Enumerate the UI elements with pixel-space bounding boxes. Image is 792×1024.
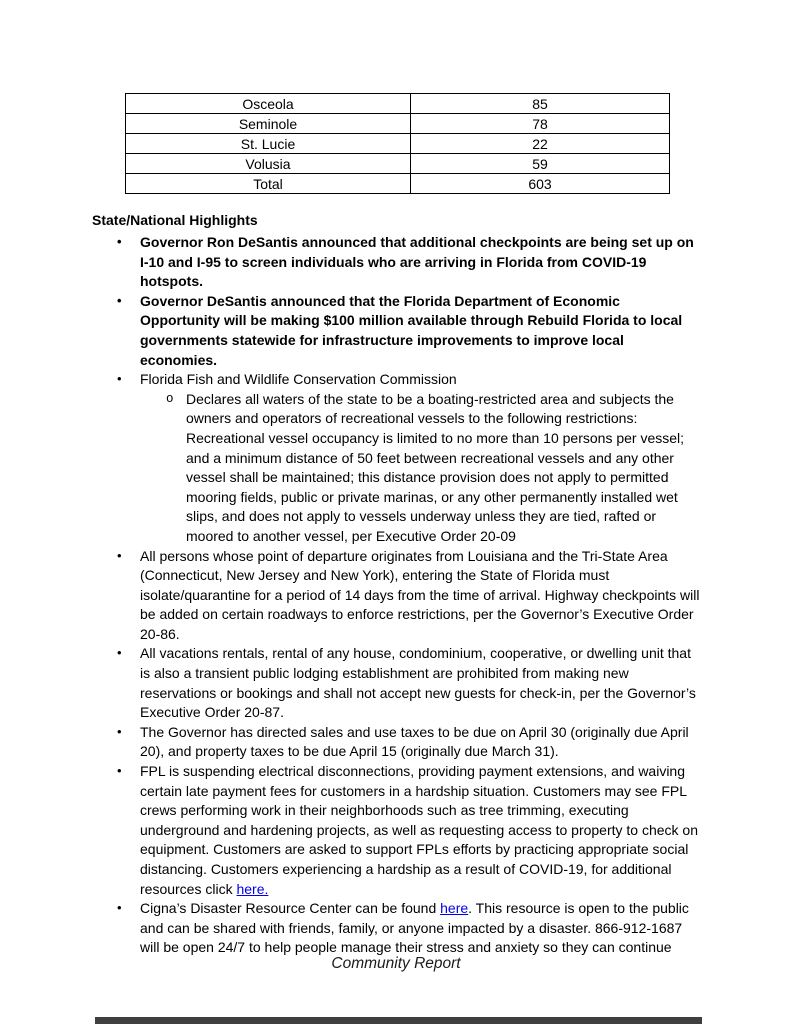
county-name-cell: Total <box>126 174 411 194</box>
bullet-text-segment: . This resource is open to the public and can be shared with friends, family, or anyone impacted by a disaster. 866-912-1687 will be open 24/7 to help people manage their stress and anxiety so they can continue <box>140 900 689 956</box>
bullet-marker-icon: • <box>117 900 122 916</box>
bullet-text: The Governor has directed sales and use taxes to be due on April 30 (originally due April 20), and property taxes to be due April 15 (originally due March 31). <box>140 723 689 760</box>
sub-bullet-text: Declares all waters of the state to be a boating-restricted area and subjects the owners and operators of recreational vessels to the following restrictions: Recreational vessel occupancy is limited to no more than 10 persons per vessel; and a minimum distance of 50 feet between recreational vessels and any other vessel shall be maintained; this distance provision does not apply to permitted mooring fields, public or private marinas, or any other permanently installed wet slips, and does not apply to vessels underway unless they are tied, rafted or moored to another vessel, per Executive Order 20-09 <box>186 390 685 544</box>
bullet-marker-icon: • <box>117 723 122 739</box>
table-row <box>126 154 670 174</box>
bullet-marker-icon: • <box>117 371 122 387</box>
highlights-list <box>92 233 700 958</box>
county-value-cell: 59 <box>411 154 670 174</box>
county-value-cell: 85 <box>411 94 670 114</box>
bullet-marker-icon: • <box>117 234 122 249</box>
bullet-marker-icon: • <box>117 547 122 563</box>
bullet-rebuild-florida <box>92 292 700 370</box>
bullet-checkpoints <box>92 233 700 292</box>
table-row <box>126 94 670 114</box>
table-row-total <box>126 174 670 194</box>
bullet-tax-deadlines <box>92 723 700 762</box>
county-name-cell: Osceola <box>126 94 411 114</box>
county-count-table <box>125 93 670 194</box>
bullet-marker-icon: • <box>117 763 122 779</box>
bullet-text-segment: FPL is suspending electrical disconnections, providing payment extensions, and waiving certain late payment fees for customers in a hardship situation. Customers may see FPL crews performing work in their neighborhoods such as tree trimming, executing underground and hardening projects, as well as requesting access to property to check on equipment. Customers are asked to support FPLs efforts by practicing appropriate social distancing. Customers experiencing a hardship as a result of COVID-19, for additional resources click <box>140 763 699 897</box>
section-heading: State/National Highlights <box>92 212 258 228</box>
bullet-marker-icon: • <box>117 292 122 308</box>
page-footer: Community Report <box>331 955 461 972</box>
bullet-fwc-commission <box>92 370 700 390</box>
sub-bullet-marker-icon: o <box>166 391 174 406</box>
cigna-resource-link[interactable]: here <box>440 900 469 917</box>
bullet-text: All vacations rentals, rental of any house, condominium, cooperative, or dwelling unit that is also a transient public lodging establishment are prohibited from making new reservations or bookings and shall not accept new guests for check-in, per the Governor’s Executive Order 20-87. <box>140 645 696 721</box>
county-name-cell: Seminole <box>126 114 411 134</box>
county-value-cell: 78 <box>411 114 670 134</box>
bullet-text: Florida Fish and Wildlife Conservation Commission <box>140 371 457 388</box>
bullet-marker-icon: • <box>117 645 122 661</box>
county-value-cell: 603 <box>411 174 670 194</box>
bullet-quarantine-eo-20-86 <box>92 547 700 645</box>
table-row <box>126 134 670 154</box>
county-name-cell: Volusia <box>126 154 411 174</box>
sub-bullet-boating-restriction <box>92 390 700 547</box>
table-row <box>126 114 670 134</box>
bullet-fpl <box>92 762 700 899</box>
county-value-cell: 22 <box>411 134 670 154</box>
bullet-text <box>140 763 698 897</box>
bullet-text-segment: Cigna’s Disaster Resource Center can be found <box>140 900 441 917</box>
next-page-edge <box>95 1017 702 1024</box>
fpl-resources-link[interactable]: here. <box>236 880 269 897</box>
bullet-text: All persons whose point of departure originates from Louisiana and the Tri-State Area (Connecticut, New Jersey and New York), entering the State of Florida must isolate/quarantine for a period of 14 days from the time of arrival. Highway checkpoints will be added on certain roadways to enforce restrictions, per the Governor’s Executive Order 20-86. <box>140 547 700 642</box>
county-name-cell: St. Lucie <box>126 134 411 154</box>
bullet-cigna <box>92 899 700 958</box>
bullet-text: Governor DeSantis announced that the Florida Department of Economic Opportunity will be making $100 million available through Rebuild Florida to local governments statewide for infrastructure improvements to improve local economies. <box>140 292 683 368</box>
bullet-text: Governor Ron DeSantis announced that additional checkpoints are being set up on I-10 and I-95 to screen individuals who are arriving in Florida from COVID-19 hotspots. <box>140 234 694 290</box>
bullet-text <box>140 900 689 955</box>
bullet-vacation-rentals-eo-20-87 <box>92 644 700 722</box>
